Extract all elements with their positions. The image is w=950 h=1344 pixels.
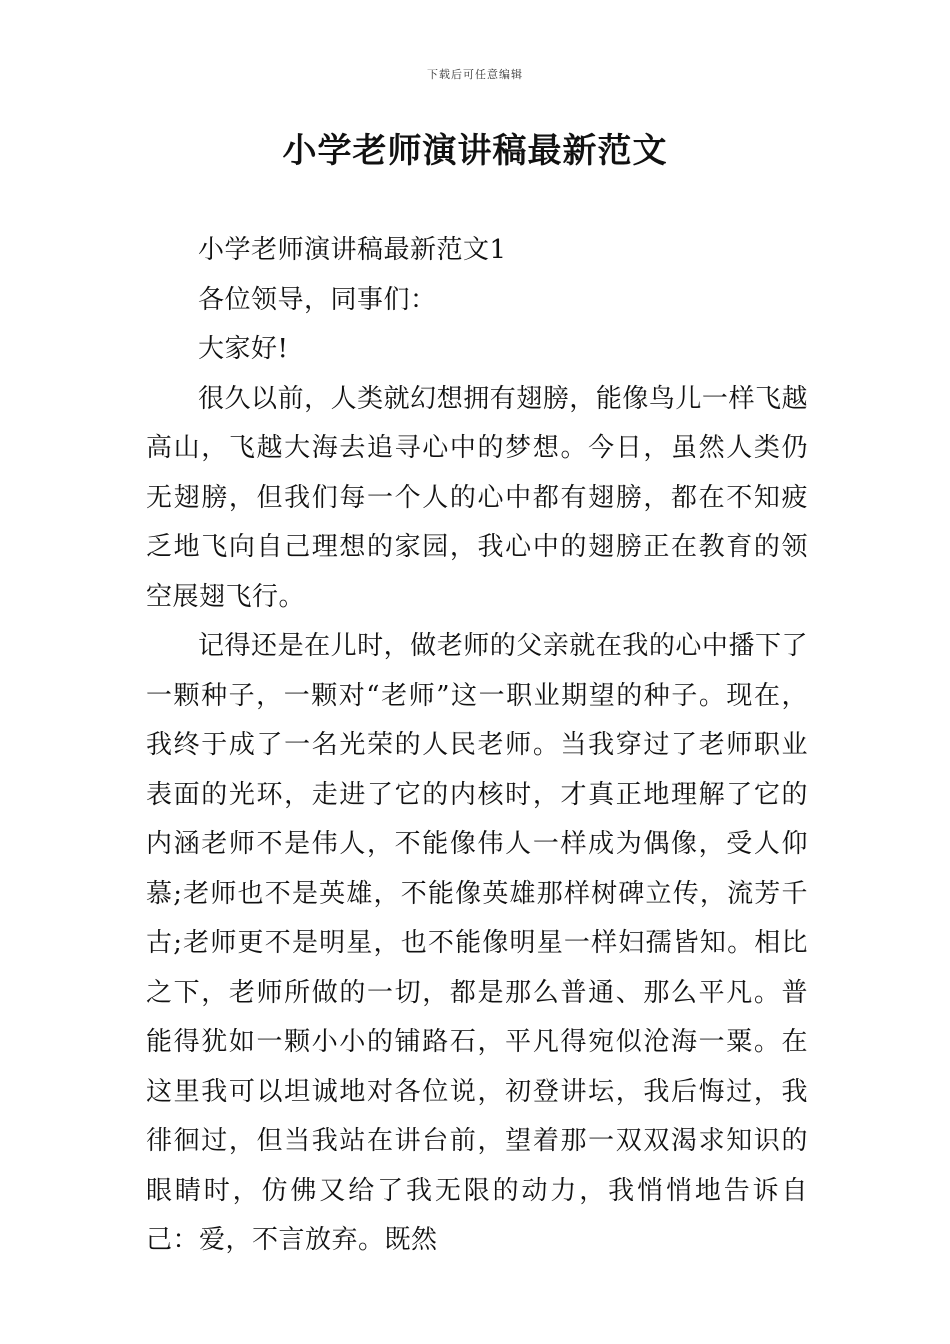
document-body (146, 226, 808, 1266)
salutation-line: 大家好! (198, 334, 289, 364)
paragraph: 记得还是在儿时，做老师的父亲就在我的心中播下了一颗种子，一颗对“老师”这一职业期望的种子。现在，我终于成了一名光荣的人民老师。当我穿过了老师职业表面的光环，走进了它的内核时，才真正地理解了它的内涵老师不是伟人，不能像伟人一样成为偶像，受人仰慕;老师也不是英雄，不能像英雄那样树碑立传，流芳千古;老师更不是明星，也不能像明星一样妇孺皆知。相比之下，老师所做的一切，都是那么普通、那么平凡。普能得犹如一颗小小的铺路石，平凡得宛似沧海一粟。在这里我可以坦诚地对各位说，初登讲坛，我后悔过，我徘徊过，但当我站在讲台前，望着那一双双渴求知识的眼睛时，仿佛又给了我无限的动力，我悄悄地告诉自己：爱，不言放弃。既然 (146, 631, 808, 1255)
greeting-line: 各位领导，同事们： (198, 284, 437, 315)
section-heading: 小学老师演讲稿最新范文1 (198, 235, 507, 265)
paragraph: 很久以前，人类就幻想拥有翅膀，能像鸟儿一样飞越高山，飞越大海去追寻心中的梦想。今日，虽然人类仍无翅膀，但我们每一个人的心中都有翅膀，都在不知疲乏地飞向自己理想的家园，我心中的翅膀正在教育的领空展翅飞行。 (146, 383, 808, 612)
document-title: 小学老师演讲稿最新范文 (282, 131, 668, 171)
header-note: 下载后可任意编辑 (427, 68, 523, 81)
